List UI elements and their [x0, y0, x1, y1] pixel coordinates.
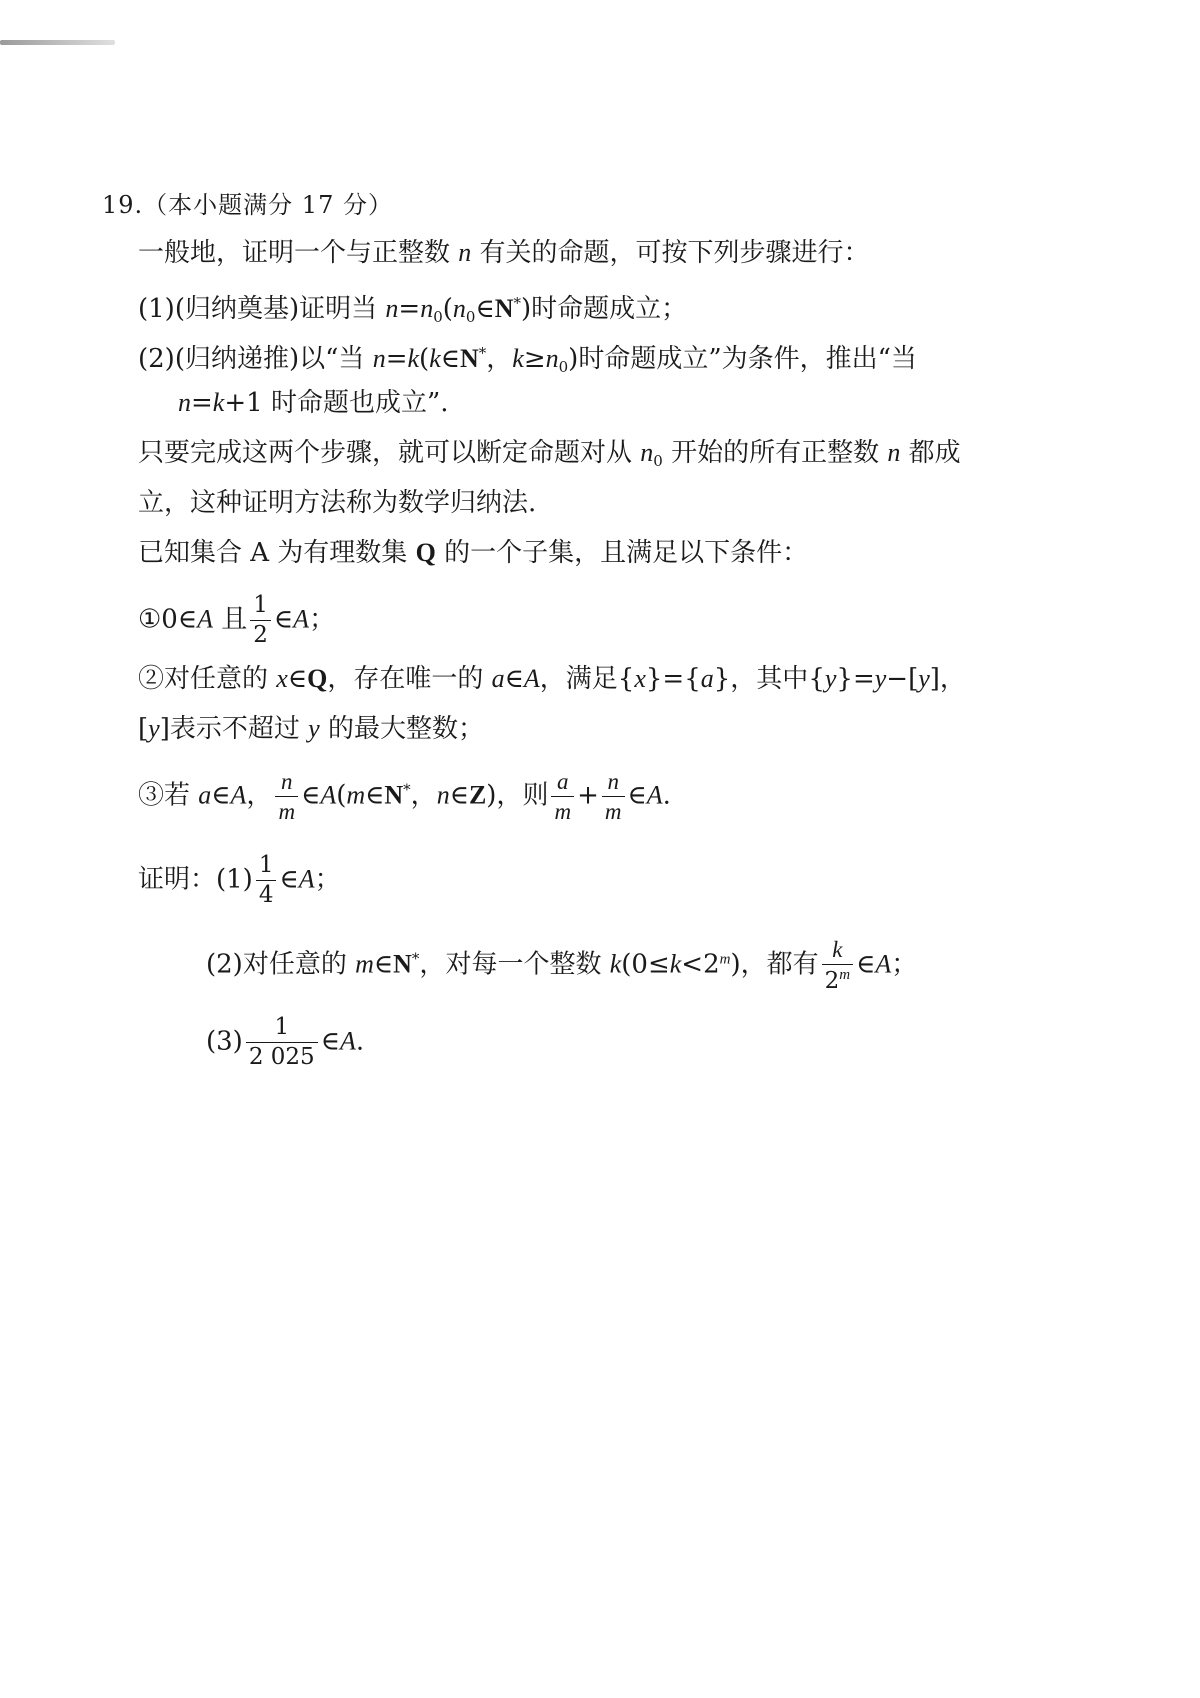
problem-heading: 19.（本小题满分 17 分） — [102, 191, 393, 219]
intro-paragraph: 一般地，证明一个与正整数 n 有关的命题，可按下列步骤进行： — [138, 238, 870, 268]
fraction-n-over-m: $\frac{n}{m}$ — [275, 770, 298, 823]
proof-part-2: (2)对任意的 m∈N*，对每一个整数 $k(0\le k<2^m)$，都有 $\frac{k}{2^m}$ ∈A； — [206, 937, 918, 994]
conclusion-line-2: 立，这种证明方法称为数学归纳法. — [138, 488, 537, 518]
fraction-one-over-2025: $\frac{1}{2 025}$ — [246, 1016, 318, 1069]
step-2-continued: n=k+1 时命题也成立”. — [178, 388, 449, 418]
fraction-k-over-2-power-m: $\frac{k}{2^m}$ — [822, 938, 853, 993]
conclusion-line-1: 只要完成这两个步骤，就可以断定命题对从 $n_0$ 开始的所有正整数 n 都成 — [138, 438, 961, 470]
scan-artifact — [0, 40, 115, 45]
fraction-a-over-m: $\frac{a}{m}$ — [551, 770, 574, 823]
step-2: (2)(归纳递推)以“当 n=k(k∈N*，$k\ge n_0$)时命题成立”为条件，推出“当 — [138, 344, 917, 376]
fraction-one-quarter: $\frac{1}{4}$ — [256, 854, 277, 907]
fraction-n-over-m-2: $\frac{n}{m}$ — [602, 770, 625, 823]
condition-3: ③若 a∈A， $\frac{n}{m}$ ∈A(m∈N*，n∈Z)，则 $\frac{a}{m}$ + $\frac{n}{m}$ ∈A. — [138, 769, 671, 824]
step-1: (1)(归纳奠基)证明当 $n=n_0(n_0\in N^*)$时命题成立； — [138, 294, 688, 326]
proof-part-1: 证明：(1) $\frac{1}{4}$ ∈A； — [138, 852, 341, 908]
condition-2: ②对任意的 x∈Q，存在唯一的 a∈A，满足{x}={a}，其中{y}=y−[y]， — [138, 664, 966, 694]
given-statement: 已知集合 A 为有理数集 Q 的一个子集，且满足以下条件： — [138, 538, 809, 568]
condition-1: ①0∈A 且 $\frac{1}{2}$ ∈A； — [138, 592, 336, 648]
condition-2-continued: [y]表示不超过 y 的最大整数； — [138, 714, 484, 744]
fraction-one-half: $\frac{1}{2}$ — [250, 594, 271, 647]
proof-part-3: (3) $\frac{1}{2 025}$ ∈A. — [206, 1014, 365, 1070]
